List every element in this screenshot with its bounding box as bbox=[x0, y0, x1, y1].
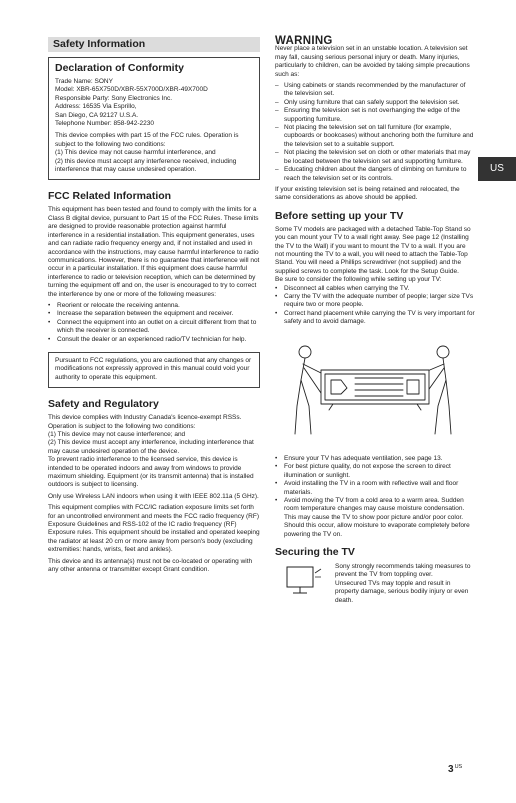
fcc-caution-text: Pursuant to FCC regulations, you are cautioned that any changes or modifications not expressly approved in this manual could void your authority to operate this equipment. bbox=[55, 356, 252, 381]
compliance-intro: This device complies with part 15 of the FCC rules. Operation is subject to the following two conditions: bbox=[55, 132, 239, 148]
setup-environment-list bbox=[275, 455, 475, 539]
list-item: – Ensuring the television set is not overhanging the edge of the supporting furniture. bbox=[275, 107, 475, 124]
fcc-caution-box bbox=[48, 352, 260, 388]
regulatory-condition-2: (2) This device must accept any interference, including interference that may cause undesired operation of the device. bbox=[48, 439, 254, 455]
list-item: • Consult the dealer or an experienced radio/TV technician for help. bbox=[48, 336, 260, 344]
list-item: – Using cabinets or stands recommended by the manufacturer of the television set. bbox=[275, 82, 475, 99]
warning-outro: If your existing television set is being retained and relocated, the same considerations as above should be applied. bbox=[275, 185, 460, 202]
list-item: • Disconnect all cables when carrying the TV. bbox=[275, 285, 475, 293]
regulatory-wlan: Only use Wireless LAN indoors when using it with IEEE 802.11a (5 GHz). bbox=[48, 492, 259, 500]
fcc-body: This equipment has been tested and found to comply with the limits for a Class B digital device, pursuant to Part 15 of the FCC Rules. These limits are designed to provide reasonable protection against harmful interference in a residential installation. This equipment generates, uses and can radiate radio frequency energy and, if not installed and used in accordance with the instructions, may cause harmful interference to radio communications. However, there is no guarantee that interference will not occur in a particular installation. If this equipment does cause harmful interference to radio or television reception, which can be determined by turning the equipment off and on, the user is encouraged to try to correct the interference by one or more of the following measures: bbox=[48, 206, 260, 298]
telephone-number: Telephone Number: 858-942-2230 bbox=[55, 120, 155, 128]
setup-body: Some TV models are packaged with a detached Table-Top Stand so you can mount your TV to a wall right away. See page 12 (Installing the TV to the Wall) if you want to mount the TV to a wall. If you are not mounting the TV to a wall, you will need to attach the Table-Top Stand. You will need a Phillips screwdriver (not supplied) and the supplied screws to complete the task. Look for the Setup Guide. bbox=[275, 225, 471, 275]
warning-list bbox=[275, 82, 475, 183]
address-line-1: Address: 16535 Via Esprillo, bbox=[55, 103, 137, 111]
securing-recommendation: Sony strongly recommends taking measures to prevent the TV from toppling over. bbox=[335, 563, 471, 579]
page-number-suffix: US bbox=[454, 764, 463, 770]
region-tab-us: US bbox=[478, 157, 516, 181]
compliance-condition-1: (1) This device may not cause harmful interference, and bbox=[55, 149, 216, 157]
regulatory-colocation: This device and its antenna(s) must not be co-located or operating with any other antenna or transmitter except Grant condition. bbox=[48, 557, 253, 574]
page-number bbox=[448, 761, 462, 776]
two-people-carrying-tv-illustration bbox=[283, 340, 463, 438]
list-item: • For best picture quality, do not expose the screen to direct illumination or sunlight. bbox=[275, 463, 475, 480]
toppling-tv-warning-icon bbox=[275, 563, 325, 603]
list-item: – Not placing the television set on tall furniture (for example, cupboards or bookcases) without anchoring both the furniture and the television set to a suitable support. bbox=[275, 124, 475, 149]
page-number-value: 3 bbox=[448, 764, 454, 775]
warning-heading: WARNING bbox=[275, 35, 333, 47]
list-item: • Connect the equipment into an outlet on a circuit different from that to which the receiver is connected. bbox=[48, 319, 260, 336]
securing-consequence: Unsecured TVs may topple and result in property damage, serious bodily injury or even death. bbox=[335, 579, 469, 604]
fcc-heading: FCC Related Information bbox=[48, 190, 172, 203]
setup-carry-list bbox=[275, 285, 475, 327]
list-item: – Educating children about the dangers of climbing on furniture to reach the television set or its controls. bbox=[275, 166, 475, 183]
list-item: – Only using furniture that can safely support the television set. bbox=[275, 99, 475, 107]
fcc-measures-list bbox=[48, 302, 260, 344]
list-item: • Increase the separation between the equipment and receiver. bbox=[48, 310, 260, 318]
list-item: • Carry the TV with the adequate number of people; larger size TVs require two or more people. bbox=[275, 293, 475, 310]
regulatory-intro: This device complies with Industry Canada's licence-exempt RSSs. Operation is subject to the following two conditions: bbox=[48, 414, 242, 430]
list-item: • Correct hand placement while carrying the TV is very important for safety and to avoid damage. bbox=[275, 310, 475, 327]
regulatory-licensing: To prevent radio interference to the licensed service, this device is intended to be operated indoors and away from windows to provide maximum shielding. Equipment (or its transmit antenna) that is installed outdoors is subject to licensing. bbox=[48, 456, 254, 489]
compliance-condition-2: (2) this device must accept any interference received, including interference that may cause undesired operation. bbox=[55, 157, 237, 174]
regulatory-exposure: This equipment complies with FCC/IC radiation exposure limits set forth for an uncontrolled environment and meets the FCC radio frequency (RF) Exposure Guidelines and RSS-102 of the IC radio frequency (RF) Exposure rules. This equipment should be installed and operated keeping the radiator at least 20 cm or more away from person's body (excluding extremities: hands, wrists, feet and ankles). bbox=[48, 504, 260, 554]
regulatory-heading: Safety and Regulatory bbox=[48, 398, 159, 411]
securing-text bbox=[335, 563, 475, 605]
left-column bbox=[48, 37, 260, 578]
securing-heading: Securing the TV bbox=[275, 546, 355, 559]
declaration-title: Declaration of Conformity bbox=[55, 62, 184, 74]
model-line: Model: XBR-65X750D/XBR-55X700D/XBR-49X700D bbox=[55, 86, 208, 94]
right-column bbox=[275, 37, 475, 605]
list-item: – Not placing the television set on cloth or other materials that may be located between the television set and supporting furniture. bbox=[275, 149, 475, 166]
safety-information-heading: Safety Information bbox=[48, 37, 260, 52]
list-item: • Avoid moving the TV from a cold area to a warm area. Sudden room temperature changes may cause moisture condensation. This may cause the TV to show poor picture and/or poor color. Should this occur, allow moisture to evaporate completely before powering the TV on. bbox=[275, 497, 475, 539]
trade-name: Trade Name: SONY bbox=[55, 78, 113, 85]
list-item: • Reorient or relocate the receiving antenna. bbox=[48, 302, 260, 310]
setup-consider: Be sure to consider the following while setting up your TV: bbox=[275, 276, 442, 284]
warning-intro: Never place a television set in an unstable location. A television set may fall, causing serious personal injury or death. Many injuries, particularly to children, can be avoided by taking simple precautions such as: bbox=[275, 45, 470, 78]
regulatory-condition-1: (1) This device may not cause interference; and bbox=[48, 431, 186, 438]
declaration-details bbox=[55, 78, 253, 128]
setup-heading: Before setting up your TV bbox=[275, 209, 404, 222]
compliance-text bbox=[55, 132, 253, 174]
address-line-2: San Diego, CA 92127 U.S.A. bbox=[55, 111, 139, 119]
responsible-party: Responsible Party: Sony Electronics Inc. bbox=[55, 94, 173, 102]
declaration-box bbox=[48, 57, 260, 180]
list-item: • Avoid installing the TV in a room with reflective wall and floor materials. bbox=[275, 480, 475, 497]
list-item: • Ensure your TV has adequate ventilation, see page 13. bbox=[275, 455, 475, 463]
securing-section bbox=[275, 563, 475, 605]
